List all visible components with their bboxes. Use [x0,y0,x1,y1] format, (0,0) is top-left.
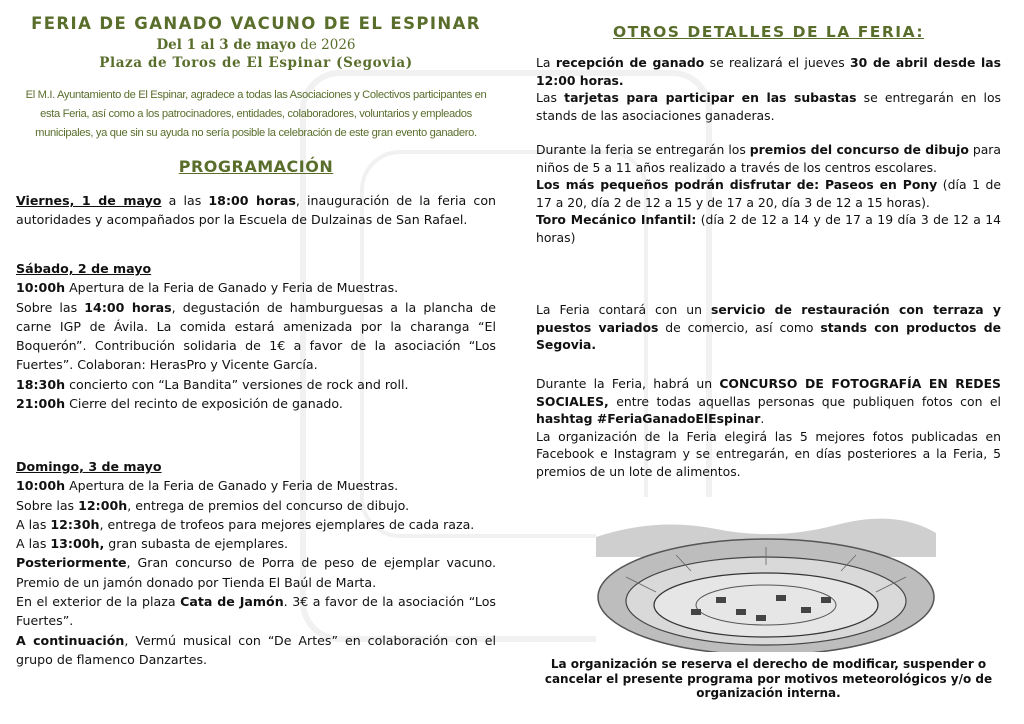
text: Apertura de la Feria de Ganado y Feria de Muestras. [65,478,399,494]
bold-text: Los más pequeños podrán disfrutar de: Paseos en Pony [536,177,938,193]
hour: 18:30h [16,376,66,392]
text: Las [536,90,565,106]
text: . [760,411,765,427]
day-viernes: Viernes, 1 de mayo [16,193,162,208]
text: , Gran concurso de Porra de peso de ejemplar vacuno. Premio de un jamón donado por Tienda El Baúl de Marta. [16,555,496,590]
intro-text [16,86,496,143]
text: Cierre del recinto de exposición de ganado. [65,396,343,412]
text: , inauguración de la feria con autoridades y acompañados por la Escuela de Dulzainas de San Rafael. [16,193,497,228]
hour: 14:00 horas [84,299,172,315]
intro-line: El M.I. Ayuntamiento de El Espinar, agradece a todas las Asociaciones y Colectivos participantes en [25,89,487,101]
text: En el exterior de la plaza [16,594,181,610]
hour: 21:00h [16,396,66,412]
text: , entrega de trofeos para mejores ejemplares de cada raza. [99,516,475,532]
text: de comercio, así como [658,319,821,335]
text: La [536,55,556,70]
text: A las [16,516,51,532]
text: Durante la feria se entregarán los [536,142,750,157]
bold-text: hashtag #FeriaGanadoElEspinar [536,411,761,427]
bullring-illustration [596,497,936,652]
text: a las [161,193,209,208]
bold-text: Posteriormente [16,555,127,571]
text: La organización de la Feria elegirá las 5 mejores fotos publicadas en Facebook e Instagram y se entregarán, en días posteriores a la Feria, 5 premios de un lote de alimentos. [536,428,1001,479]
text: , entrega de premios del concurso de dibujo. [127,497,410,513]
hour: 12:00h [78,497,128,513]
bold-text: CONCURSO DE FOTOGRAFÍA EN REDES SOCIALES, [536,376,1001,409]
concurso-block [536,375,1001,481]
bold-text: 30 de abril desde las 12:00 horas. [536,55,1002,88]
text: . 3€ a favor de la asociación “Los Fuertes”. [16,594,496,629]
restauracion-block [536,301,1001,354]
otros-title: OTROS DETALLES DE LA FERIA: [612,23,925,41]
hour: 10:00h [16,478,66,494]
text: (día 1 de 17 a 20, día 2 de 12 a 15 y de 17 a 20, día 3 de 12 a 15 horas). [536,177,1001,210]
hour: 18:00 horas [208,193,296,208]
bold-text: servicio de restauración con terraza y puestos variados [536,302,1001,335]
dates-bold: Del 1 al 3 de mayo [156,37,296,53]
text: Apertura de la Feria de Ganado y Feria de Muestras. [65,280,399,296]
text: , degustación de hamburguesas a la plancha de carne IGP de Ávila. La comida estará amenizada por la charanga “El Boquerón”. Contribución solidaria de 1€ a favor de la asociación “Los Fuertes”. Colaboran: HerasPro y Vicente García. [16,299,496,373]
hour: 12:30h [50,516,100,532]
intro-line: esta Feria, así como a los patrocinadores, entidades, colaboradores, voluntarios y empleados [40,108,472,120]
bold-text: stands con productos de Segovia. [536,319,1001,353]
intro-line: municipales, ya que sin su ayuda no sería posible la celebración de este gran evento ganadero. [35,127,477,139]
text: , Vermú musical con “De Artes” en colaboración con el grupo de flamenco Danzartes. [16,632,497,667]
domingo-block [16,457,496,669]
sabado-block [16,259,496,413]
text: concierto con “La Bandita” versiones de rock and roll. [65,376,409,392]
text: se realizará el jueves [704,55,851,70]
text: La Feria contará con un [536,302,711,317]
hour: 13:00h, [50,536,105,552]
bold-text: recepción de ganado [555,55,705,70]
text: gran subasta de ejemplares. [104,536,289,552]
programacion-title: PROGRAMACIÓN [178,157,334,176]
bold-text: Toro Mecánico Infantil: [536,212,697,228]
text: Durante la Feria, habrá un [536,376,720,391]
text: se entregarán en los stands de las asociaciones ganaderas. [536,90,1001,123]
event-dates [16,37,496,53]
dates-year: de 2026 [295,37,356,53]
day-sabado: Sábado, 2 de mayo [16,261,152,276]
day-domingo: Domingo, 3 de mayo [16,459,162,474]
text: A las [16,536,51,552]
recepcion-block [536,54,1001,124]
text: entre todas aquellas personas que publiquen fotos con el [608,393,1001,409]
text: (día 2 de 12 a 14 y de 17 a 19 día 3 de 12 a 14 horas) [536,212,1001,245]
hour: 10:00h [16,280,66,296]
text: para niños de 5 a 11 años realizado a través de los centros escolares. [536,142,1001,175]
bold-text: A continuación [16,632,125,648]
arena [654,573,878,637]
bold-text: Cata de Jamón [180,594,284,610]
bold-text: tarjetas para participar en las subastas [564,90,857,106]
page-title: FERIA DE GANADO VACUNO DE EL ESPINAR [31,14,481,33]
event-place: Plaza de Toros de El Espinar (Segovia) [99,55,413,71]
text: Sobre las [16,299,85,315]
text: Sobre las [16,497,79,513]
viernes-block [16,191,496,230]
disclaimer-footer: La organización se reserva el derecho de modificar, suspender o cancelar el presente programa por motivos meteorológicos y/o de organización interna. [544,657,993,700]
premios-block [536,141,1001,247]
bold-text: premios del concurso de dibujo [749,142,969,157]
